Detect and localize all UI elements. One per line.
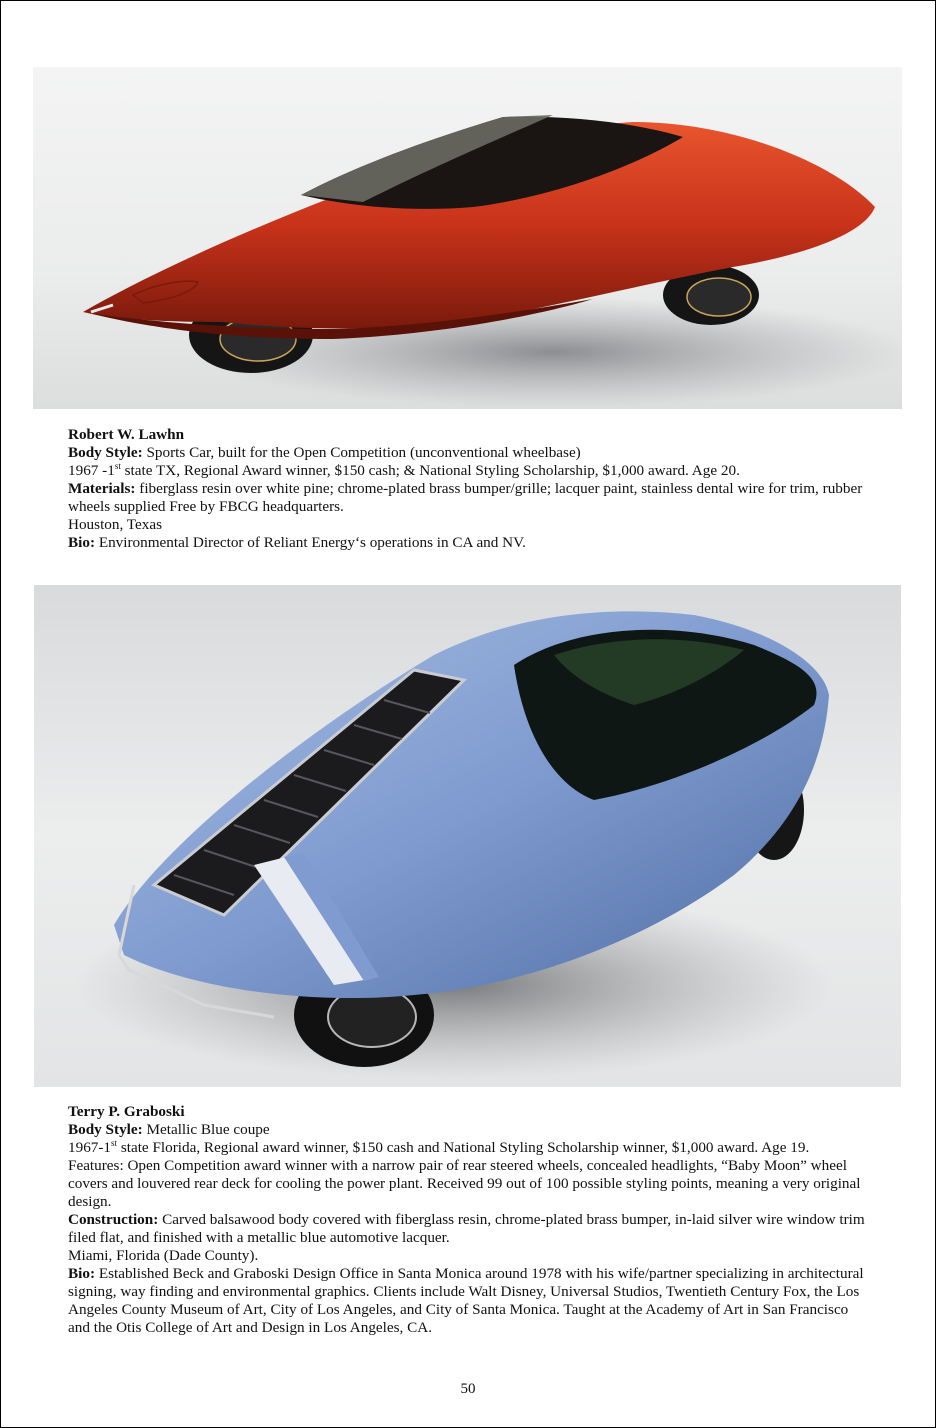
award-prefix: 1967 -1 (68, 462, 115, 479)
location-line: Miami, Florida (Dade County). (68, 1247, 259, 1264)
body-style-value: Sports Car, built for the Open Competition (unconventional wheelbase) (146, 444, 581, 461)
materials-line (68, 480, 868, 516)
entry-terry-graboski (68, 1103, 868, 1337)
entrant-name: Terry P. Graboski (68, 1103, 185, 1120)
red-car-illustration (33, 67, 902, 409)
bio-value: Established Beck and Graboski Design Office in Santa Monica around 1978 with his wife/partner specializing in architectural signing, way finding and environmental graphics. Clients include Walt Disney, Universal Studios, Twentieth Century Fox, the Los Angeles County Museum of Art, City of Los Angeles, and City of Santa Monica. Taught at the Academy of Art in San Francisco and the Otis College of Art and Design in Los Angeles, CA. (68, 1265, 864, 1336)
award-sup: st (111, 1137, 118, 1148)
bio-label: Bio: (68, 534, 96, 551)
red-sports-car-photo (33, 67, 902, 409)
blue-car-illustration (34, 585, 901, 1087)
award-line (68, 1139, 868, 1157)
location-line: Houston, Texas (68, 516, 162, 533)
entrant-name: Robert W. Lawhn (68, 426, 185, 443)
body-style-label: Body Style: (68, 1121, 143, 1138)
award-text: state Florida, Regional award winner, $150 cash and National Styling Scholarship winner, $1,000 award. Age 19. (117, 1139, 810, 1156)
construction-value: Carved balsawood body covered with fiberglass resin, chrome-plated brass bumper, in-laid silver wire window trim filed flat, and finished with a metallic blue automotive lacquer. (68, 1211, 865, 1246)
bio-line (68, 1265, 868, 1337)
bio-label: Bio: (68, 1265, 96, 1282)
award-line (68, 462, 868, 480)
entry-robert-lawhn (68, 426, 868, 552)
body-style-label: Body Style: (68, 444, 143, 461)
materials-value: fiberglass resin over white pine; chrome-plated brass bumper/grille; lacquer paint, stainless dental wire for trim, rubber wheels supplied Free by FBCG headquarters. (68, 480, 863, 515)
construction-line (68, 1211, 868, 1247)
bio-value: Environmental Director of Reliant Energy‘s operations in CA and NV. (98, 534, 526, 551)
award-sup: st (114, 460, 121, 471)
body-style-line (68, 1121, 868, 1139)
construction-label: Construction: (68, 1211, 159, 1228)
body-style-value: Metallic Blue coupe (146, 1121, 270, 1138)
features-line: Features: Open Competition award winner with a narrow pair of rear steered wheels, concealed headlights, “Baby Moon” wheel covers and louvered rear deck for cooling the power plant. Received 99 out of 100 possible styling points, meaning a very original design. (68, 1157, 861, 1210)
page-number: 50 (460, 1381, 476, 1397)
materials-label: Materials: (68, 480, 136, 497)
body-style-line (68, 444, 868, 462)
bio-line (68, 534, 868, 552)
award-text: state TX, Regional Award winner, $150 cash; & National Styling Scholarship, $1,000 award. Age 20. (120, 462, 740, 479)
award-prefix: 1967-1 (68, 1139, 112, 1156)
blue-coupe-photo (34, 585, 901, 1087)
